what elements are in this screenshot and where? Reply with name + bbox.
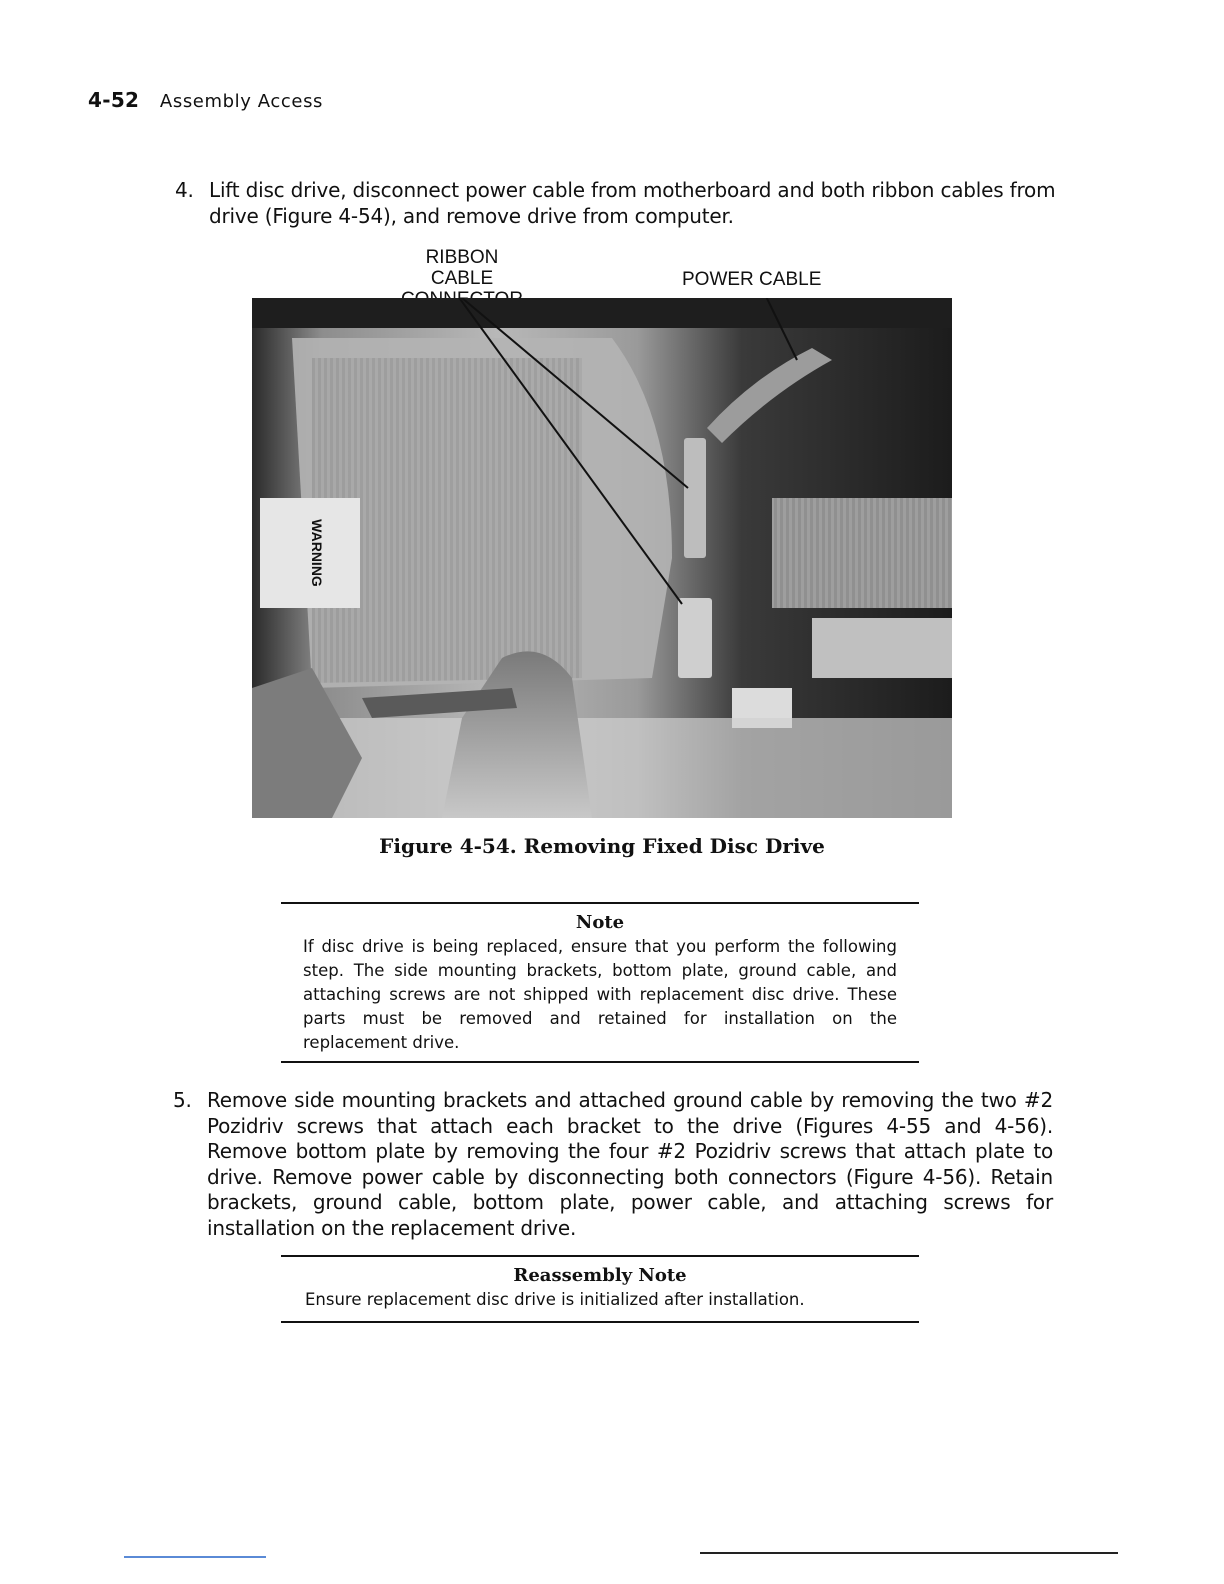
step-4 xyxy=(175,178,1059,229)
label-power-cable: POWER CABLE xyxy=(682,269,822,290)
footer-rule-left xyxy=(124,1556,266,1558)
note-title: Note xyxy=(575,912,625,933)
page-number: 4-52 xyxy=(88,88,140,112)
reassembly-note-body: Ensure replacement disc drive is initialized after installation. xyxy=(305,1290,805,1309)
section-title: Assembly Access xyxy=(159,91,324,112)
step-number: 5. xyxy=(173,1088,192,1112)
disc-drive-photo xyxy=(252,298,952,818)
step-5 xyxy=(173,1088,1053,1241)
footer-rule-right xyxy=(700,1552,1118,1554)
note-box xyxy=(281,902,919,1063)
warning-label-text: WARNING xyxy=(309,519,325,587)
step-text: Lift disc drive, disconnect power cable from motherboard and both ribbon cables from drive (Figure 4-54), and remove drive from computer. xyxy=(209,178,1056,228)
label-ribbon-cable-connector: RIBBON CABLE xyxy=(425,247,499,289)
reassembly-note-title: Reassembly Note xyxy=(513,1265,687,1286)
page-header xyxy=(88,88,323,112)
step-text: Remove side mounting brackets and attached ground cable by removing the two #2 Pozidriv screws that attach each bracket to the drive (Figures 4-55 and 4-56). Remove bottom plate by removing the four #2 Pozidriv screws that attach plate to drive. Remove power cable by disconnecting both connectors (Figure 4-56). Retain brackets, ground cable, bottom plate, power cable, and attaching screws for installation on the replacement drive. xyxy=(207,1088,1053,1240)
step-number: 4. xyxy=(175,178,194,202)
note-body: If disc drive is being replaced, ensure that you perform the following step. The side mounting brackets, bottom plate, ground cable, and attaching screws are not shipped with replacement disc drive. These parts must be removed and retained for installation on the replacement drive. xyxy=(303,937,897,1052)
figure-caption: Figure 4-54. Removing Fixed Disc Drive xyxy=(379,834,825,858)
reassembly-note-box xyxy=(281,1255,919,1323)
